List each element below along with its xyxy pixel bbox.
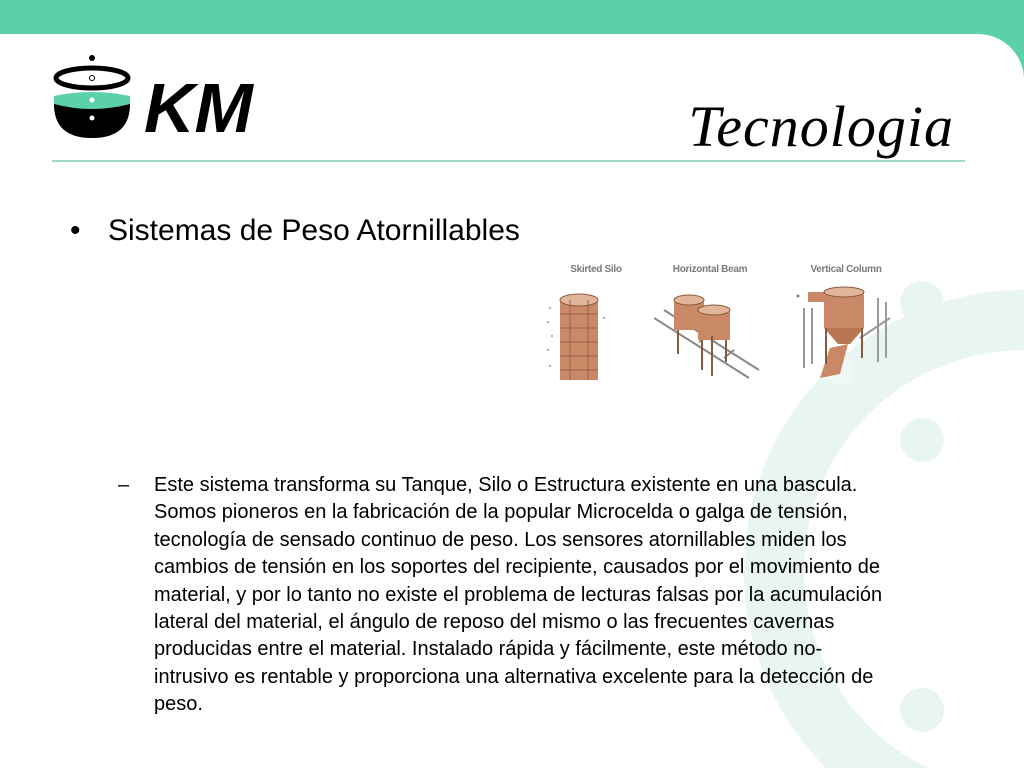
skirted-silo-label: Skirted Silo <box>570 264 622 275</box>
skirted-silo-illustration <box>540 278 652 386</box>
vertical-column-label: Vertical Column <box>810 264 882 275</box>
weighing-systems-figure <box>540 262 900 387</box>
sub-bullet-text: Este sistema transforma su Tanque, Silo o Estructura existente en una bascula. Somos pioneros en la fabricación de la popular Microcelda o galga de tensión, tecnología de sensado continuo de peso. Los sensores atornillables miden los cambios de tensión en los soportes del recipiente, causados por el movimiento de material, y por lo tanto no existe el problema de lecturas falsas por la acumulación lateral del material, el ángulo de reposo del mismo o las frecuentes cavernas producidas entre el material. Instalado rápida y fácilmente, este método no-intrusivo es rentable y proporciona una alternativa excelente para la detección de peso. <box>154 474 883 716</box>
sub-bullet-mark: – <box>118 474 130 496</box>
km-logo <box>48 48 278 144</box>
km-logo-text: KM <box>144 69 253 144</box>
skirted-silo-panel <box>540 262 652 387</box>
horizontal-beam-illustration <box>654 278 766 386</box>
slide-title: Tecnologia <box>688 94 954 159</box>
horizontal-beam-panel <box>654 262 766 387</box>
title-divider <box>52 160 965 162</box>
bullet-mark: • <box>70 214 81 247</box>
horizontal-beam-label: Horizontal Beam <box>672 264 748 275</box>
vertical-column-illustration <box>790 278 902 386</box>
sub-bullet-paragraph <box>118 472 886 719</box>
bullet-text: Sistemas de Peso Atornillables <box>108 214 520 247</box>
vertical-column-panel <box>790 262 902 387</box>
main-bullet <box>70 213 520 249</box>
